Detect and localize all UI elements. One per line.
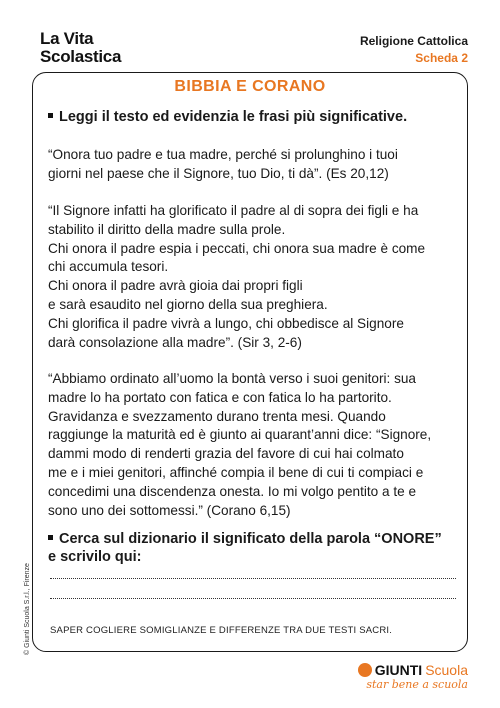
quote-line: stabilito il diritto della madre sulla prole. [48, 221, 286, 237]
copyright-note: © Giunti Scuola S.r.l., Firenze [24, 563, 31, 655]
quote-line: “Il Signore infatti ha glorificato il padre al di sopra dei figli e ha [48, 203, 419, 218]
quote-line: Chi onora il padre espia i peccati, chi onora sua madre è come [48, 240, 426, 256]
publisher-mark-icon [358, 663, 372, 677]
subject-name: Religione Cattolica [359, 34, 468, 48]
subject-header [360, 33, 468, 67]
quote-line: sono uno dei sottomessi.” (Corano 6,15) [48, 502, 291, 518]
instruction-read [48, 108, 407, 126]
publisher-logo [358, 662, 468, 691]
quote-line: raggiunge la maturità ed è giunto ai quarant’anni dice: “Signore, [48, 427, 432, 443]
brand-line-2: Scolastica [40, 47, 122, 66]
worksheet-title: BIBBIA E CORANO [174, 78, 326, 95]
instruction-dictionary-line: e scrivilo qui: [48, 549, 142, 565]
quote-quran [48, 370, 458, 520]
sheet-number: Scheda 2 [415, 51, 468, 65]
quote-line: e sarà esaudito nel giorno della sua preghiera. [48, 296, 328, 312]
instruction-dictionary-line: Cerca sul dizionario il significato della parola “ONORE” [59, 531, 442, 547]
quote-line: Chi onora il padre avrà gioia dai propri figli [48, 278, 303, 294]
brand-line-1: La Vita [40, 29, 94, 48]
instruction-read-text: Leggi il testo ed evidenzia le frasi più significative. [59, 109, 408, 125]
bullet-icon [48, 113, 53, 118]
quote-line: dammi modo di renderti grazia del favore di cui hai colmato [48, 446, 404, 462]
quote-exodus [48, 146, 458, 184]
bullet-icon [48, 535, 53, 540]
answer-line[interactable] [50, 578, 456, 579]
quote-line: chi accumula tesori. [48, 259, 169, 275]
quote-line: madre lo ha portato con fatica e con fatica lo ha partorito. [48, 389, 392, 405]
quote-line: giorni nel paese che il Signore, tuo Dio, ti dà”. (Es 20,12) [48, 165, 389, 181]
publisher-tagline: star bene a scuola [366, 678, 468, 691]
quote-line: “Onora tuo padre e tua madre, perché si prolunghino i tuoi [48, 147, 398, 162]
brand-logo [40, 30, 121, 66]
instruction-dictionary [48, 530, 442, 566]
quote-line: Gravidanza e svezzamento durano trenta mesi. Quando [48, 408, 386, 424]
learning-goal: SAPER COGLIERE SOMIGLIANZE E DIFFERENZE TRA DUE TESTI SACRI. [50, 625, 393, 636]
quote-line: me e i miei genitori, affinché compia il bene di cui ti compiaci e [48, 464, 424, 480]
quote-sirach [48, 202, 458, 352]
publisher-name-bold: GIUNTI [374, 662, 423, 678]
quote-line: “Abbiamo ordinato all’uomo la bontà verso i suoi genitori: sua [48, 371, 416, 386]
answer-line[interactable] [50, 598, 456, 599]
quote-line: Chi glorifica il padre vivrà a lungo, chi obbedisce al Signore [48, 315, 404, 331]
quote-line: darà consolazione alla madre”. (Sir 3, 2-6) [48, 334, 302, 350]
publisher-name-light: Scuola [425, 662, 468, 678]
quote-line: concedimi una discendenza onesta. Io mi volgo pentito a te e [48, 483, 417, 499]
